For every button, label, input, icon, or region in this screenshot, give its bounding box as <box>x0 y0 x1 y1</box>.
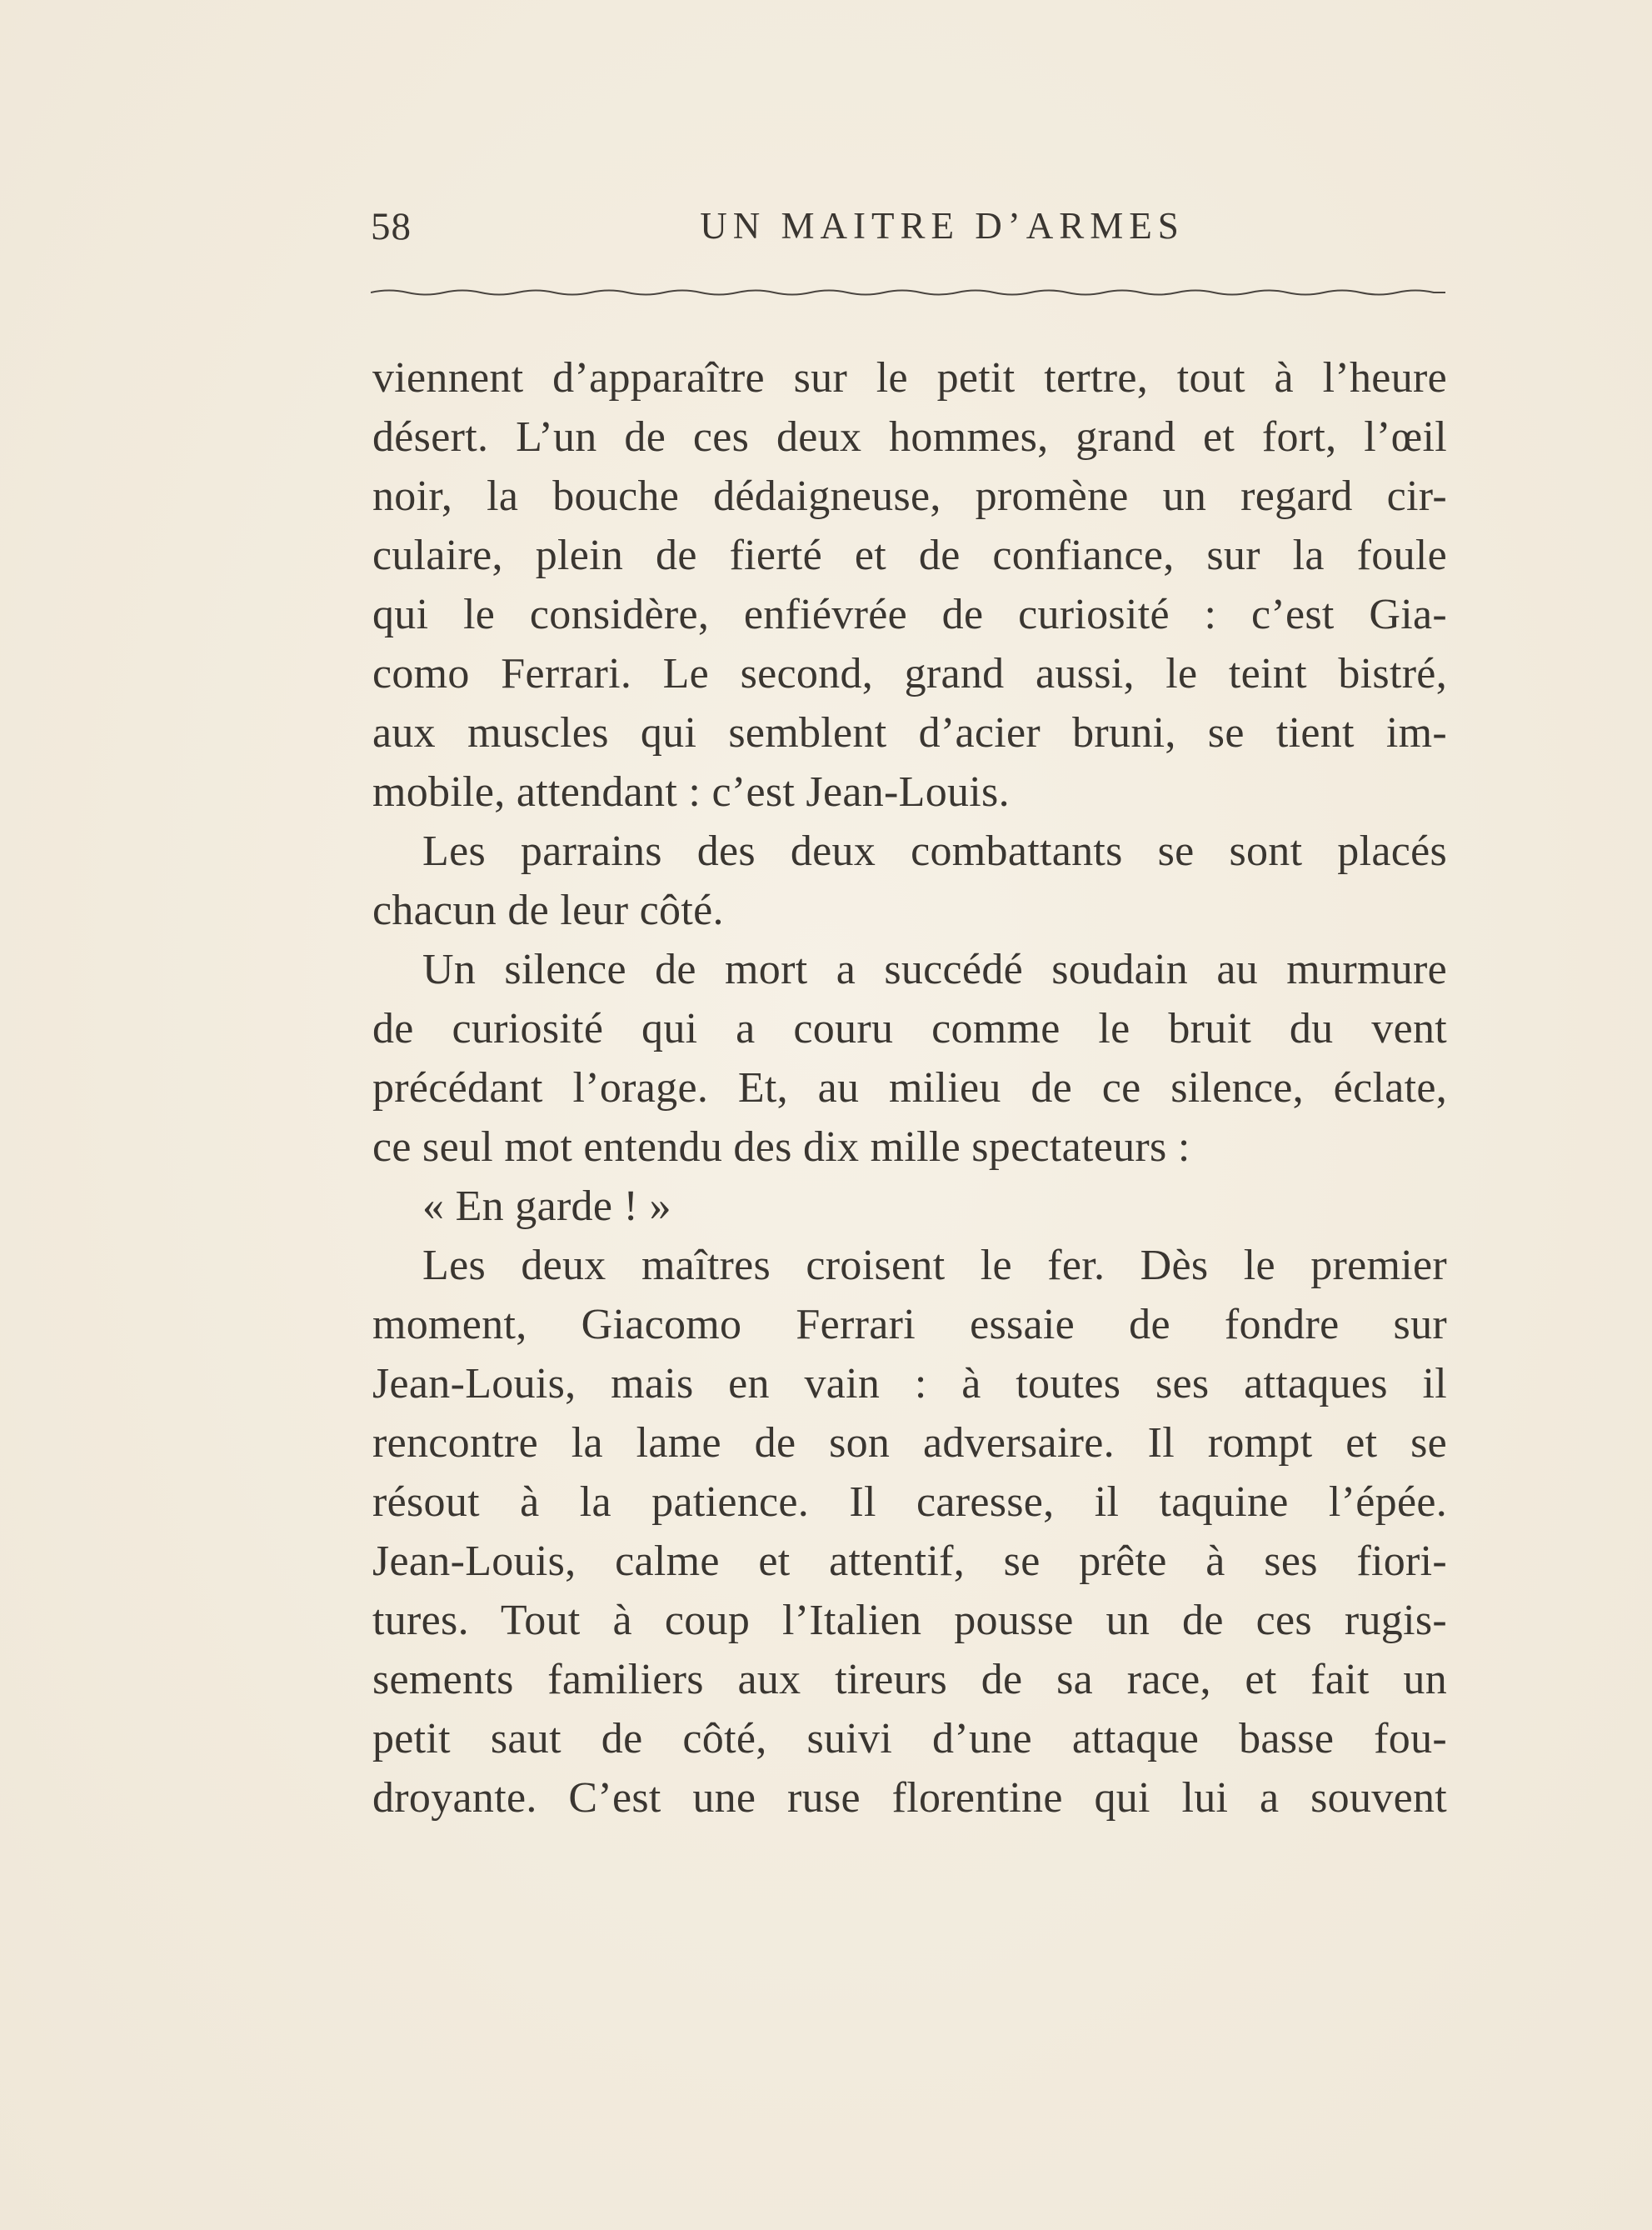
text-line: como Ferrari. Le second, grand aussi, le teint bistré, <box>372 650 1447 698</box>
text-line: sements familiers aux tireurs de sa race, et fait un <box>372 1656 1447 1703</box>
text-line: tures. Tout à coup l’Italien pousse un de ces rugis- <box>372 1597 1447 1644</box>
text-line: « En garde ! » <box>422 1182 671 1230</box>
running-head <box>371 204 1454 262</box>
text-line: chacun de leur côté. <box>372 887 724 934</box>
text-line: culaire, plein de fierté et de confiance, sur la foule <box>372 532 1447 579</box>
text-line: mobile, attendant : c’est Jean-Louis. <box>372 768 1010 816</box>
text-line: moment, Giacomo Ferrari essaie de fondre sur <box>372 1301 1447 1348</box>
text-line: rencontre la lame de son adversaire. Il rompt et se <box>372 1419 1447 1467</box>
text-line: ce seul mot entendu des dix mille spectateurs : <box>372 1123 1190 1171</box>
text-line: aux muscles qui semblent d’acier bruni, se tient im- <box>372 709 1447 757</box>
text-line: Jean-Louis, mais en vain : à toutes ses attaques il <box>372 1360 1447 1408</box>
text-line: de curiosité qui a couru comme le bruit du vent <box>372 1005 1447 1052</box>
text-line: droyante. C’est une ruse florentine qui lui a souvent <box>372 1774 1447 1822</box>
page-number: 58 <box>371 205 412 248</box>
text-line: qui le considère, enfiévrée de curiosité : c’est Gia- <box>372 591 1447 638</box>
text-line: petit saut de côté, suivi d’une attaque basse fou- <box>372 1715 1447 1762</box>
decorative-wavy-rule <box>371 288 1445 298</box>
running-title: UN MAITRE D’ARMES <box>700 205 1185 247</box>
text-line: noir, la bouche dédaigneuse, promène un regard cir- <box>372 472 1447 520</box>
text-line: Les parrains des deux combattants se sont placés <box>422 828 1447 875</box>
body-text <box>372 348 1447 1828</box>
text-line: désert. L’un de ces deux hommes, grand et fort, l’œil <box>372 413 1447 461</box>
text-line: viennent d’apparaître sur le petit tertre, tout à l’heure <box>372 354 1447 402</box>
text-line: précédant l’orage. Et, au milieu de ce silence, éclate, <box>372 1064 1447 1112</box>
text-line: résout à la patience. Il caresse, il taquine l’épée. <box>372 1478 1447 1526</box>
text-line: Un silence de mort a succédé soudain au murmure <box>422 946 1447 993</box>
text-line: Les deux maîtres croisent le fer. Dès le premier <box>422 1242 1447 1289</box>
text-line: Jean-Louis, calme et attentif, se prête à ses fiori- <box>372 1538 1447 1585</box>
